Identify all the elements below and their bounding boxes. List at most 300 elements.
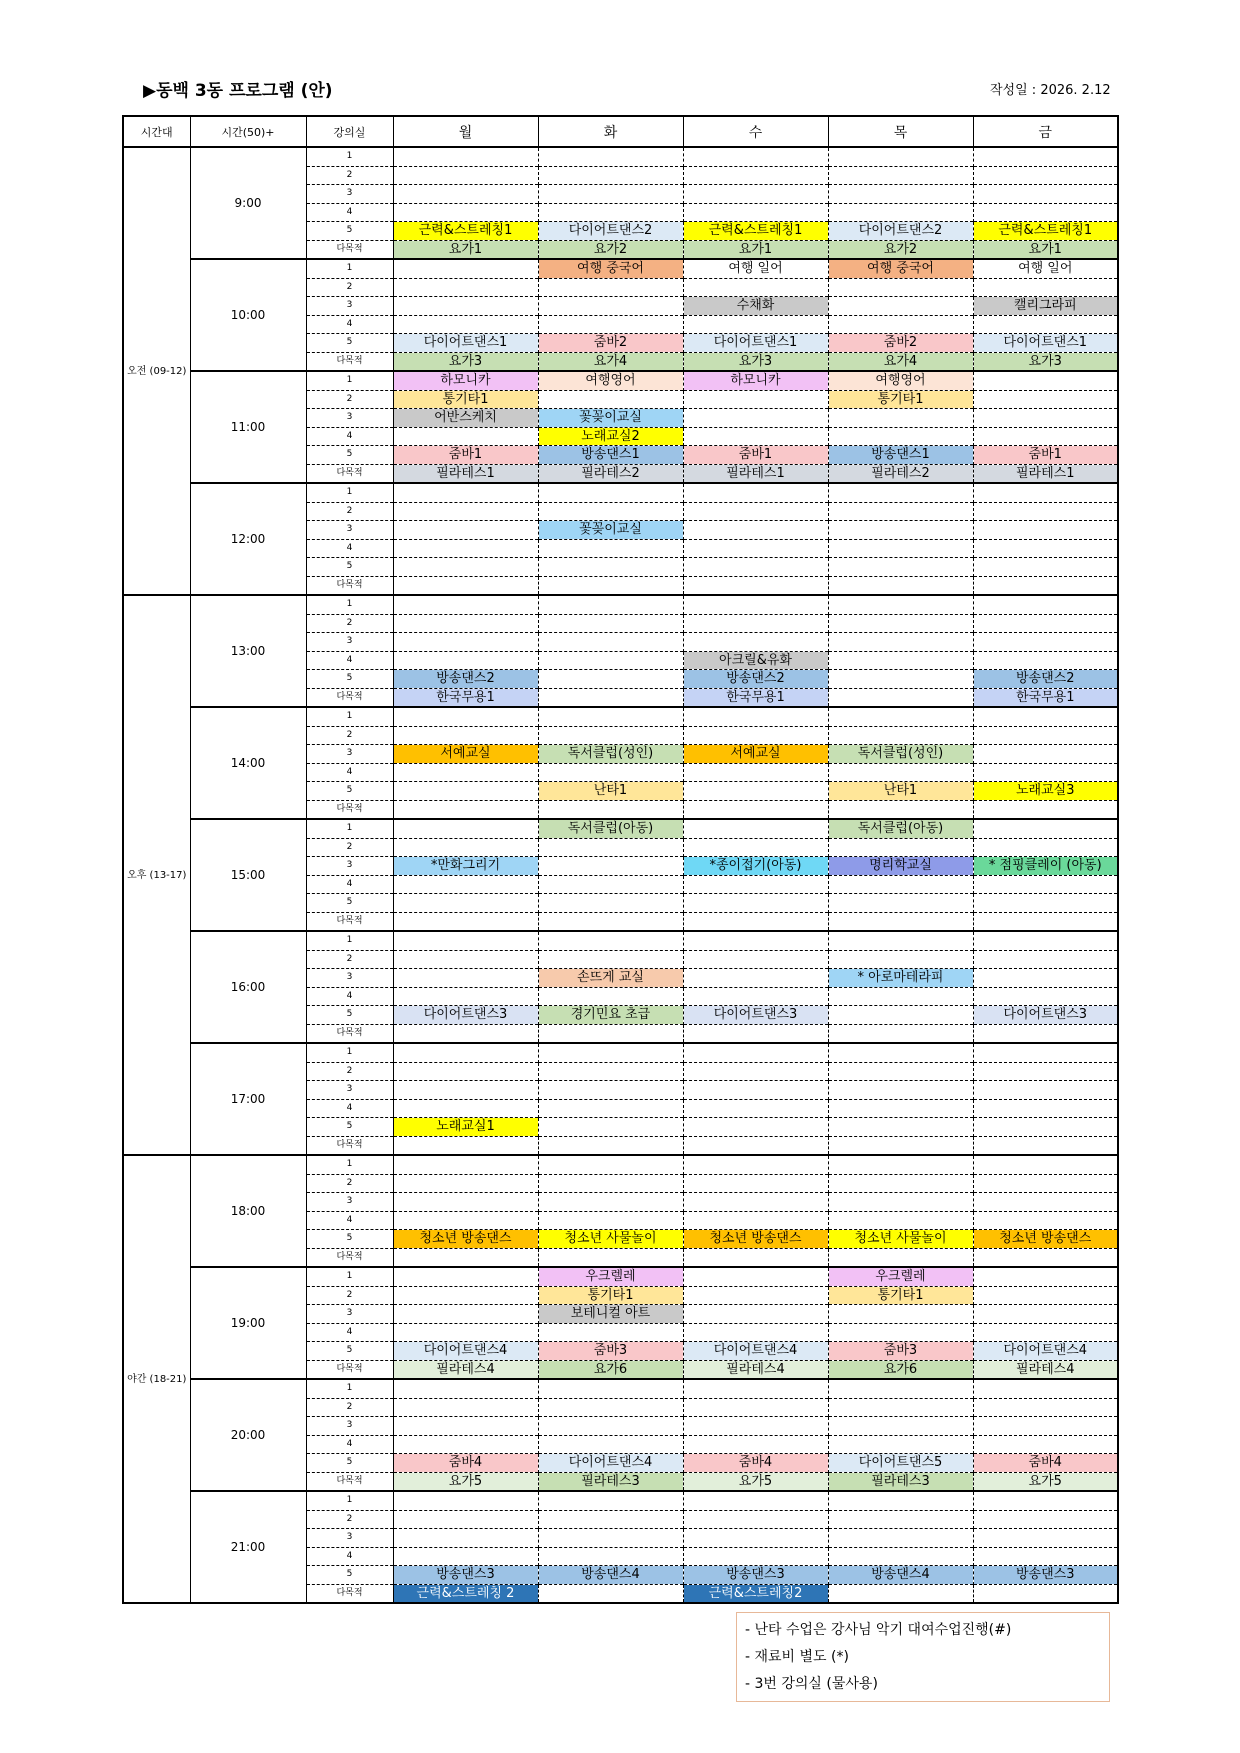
class-cell-mon bbox=[393, 707, 538, 726]
class-cell-tue bbox=[538, 707, 683, 726]
col-header-time: 시간(50)+ bbox=[190, 116, 306, 147]
class-cell-fri bbox=[973, 483, 1118, 502]
class-cell-tue: 필라테스2 bbox=[538, 464, 683, 483]
class-cell-mon: *만화그리기 bbox=[393, 857, 538, 876]
class-cell-tue: 요가6 bbox=[538, 1360, 683, 1379]
class-cell-tue bbox=[538, 800, 683, 819]
class-cell-thu bbox=[828, 409, 973, 428]
class-cell-wed bbox=[683, 521, 828, 540]
class-cell-fri bbox=[973, 1398, 1118, 1417]
class-cell-mon bbox=[393, 595, 538, 614]
class-cell-wed bbox=[683, 1211, 828, 1230]
class-cell-thu bbox=[828, 670, 973, 689]
class-cell-fri bbox=[973, 651, 1118, 670]
class-cell-fri: 필라테스1 bbox=[973, 464, 1118, 483]
room-cell: 1 bbox=[306, 483, 393, 502]
class-cell-fri bbox=[973, 1417, 1118, 1436]
class-cell-tue bbox=[538, 576, 683, 595]
class-cell-wed: 필라테스4 bbox=[683, 1360, 828, 1379]
class-cell-tue: 청소년 사물놀이 bbox=[538, 1230, 683, 1249]
class-cell-tue bbox=[538, 1584, 683, 1603]
room-cell: 5 bbox=[306, 446, 393, 465]
class-cell-tue bbox=[538, 539, 683, 558]
room-cell: 1 bbox=[306, 147, 393, 166]
room-cell: 3 bbox=[306, 1417, 393, 1436]
class-cell-tue bbox=[538, 558, 683, 577]
class-cell-fri bbox=[973, 185, 1118, 204]
class-cell-mon bbox=[393, 726, 538, 745]
class-cell-mon bbox=[393, 539, 538, 558]
class-cell-thu: 청소년 사물놀이 bbox=[828, 1230, 973, 1249]
room-cell: 1 bbox=[306, 707, 393, 726]
class-cell-fri bbox=[973, 1510, 1118, 1529]
class-cell-wed bbox=[683, 1136, 828, 1155]
class-cell-tue bbox=[538, 185, 683, 204]
room-cell: 2 bbox=[306, 390, 393, 409]
class-cell-wed bbox=[683, 1174, 828, 1193]
class-cell-thu bbox=[828, 987, 973, 1006]
class-cell-fri bbox=[973, 1174, 1118, 1193]
class-cell-mon bbox=[393, 1062, 538, 1081]
room-cell: 5 bbox=[306, 558, 393, 577]
class-cell-fri: 줌바4 bbox=[973, 1454, 1118, 1473]
room-cell: 2 bbox=[306, 838, 393, 857]
class-cell-tue: 꽃꽂이교실 bbox=[538, 409, 683, 428]
class-cell-thu bbox=[828, 1379, 973, 1398]
class-cell-wed: 다이어트댄스1 bbox=[683, 334, 828, 353]
room-cell: 4 bbox=[306, 987, 393, 1006]
class-cell-fri bbox=[973, 1118, 1118, 1137]
class-cell-tue bbox=[538, 633, 683, 652]
notes-box bbox=[736, 1612, 1110, 1702]
room-cell: 2 bbox=[306, 278, 393, 297]
class-cell-tue: 노래교실2 bbox=[538, 427, 683, 446]
class-cell-mon bbox=[393, 147, 538, 166]
class-cell-tue bbox=[538, 1193, 683, 1212]
class-cell-thu bbox=[828, 1417, 973, 1436]
class-cell-thu bbox=[828, 1043, 973, 1062]
class-cell-thu: 필라테스3 bbox=[828, 1472, 973, 1491]
class-cell-wed bbox=[683, 1267, 828, 1286]
class-cell-mon: 서예교실 bbox=[393, 745, 538, 764]
class-cell-tue: 요가2 bbox=[538, 240, 683, 259]
class-cell-mon bbox=[393, 763, 538, 782]
class-cell-wed bbox=[683, 1305, 828, 1324]
class-cell-mon: 통기타1 bbox=[393, 390, 538, 409]
room-cell: 3 bbox=[306, 857, 393, 876]
table-row bbox=[123, 483, 1118, 502]
class-cell-thu bbox=[828, 278, 973, 297]
class-cell-mon bbox=[393, 203, 538, 222]
class-cell-mon bbox=[393, 1435, 538, 1454]
room-cell: 다목적 bbox=[306, 464, 393, 483]
room-cell: 2 bbox=[306, 166, 393, 185]
room-cell: 2 bbox=[306, 950, 393, 969]
class-cell-tue bbox=[538, 390, 683, 409]
class-cell-wed bbox=[683, 1024, 828, 1043]
room-cell: 3 bbox=[306, 1529, 393, 1548]
class-cell-wed bbox=[683, 409, 828, 428]
class-cell-fri bbox=[973, 427, 1118, 446]
class-cell-tue bbox=[538, 483, 683, 502]
class-cell-wed: 줌바1 bbox=[683, 446, 828, 465]
class-cell-tue bbox=[538, 1024, 683, 1043]
class-cell-tue bbox=[538, 1062, 683, 1081]
class-cell-thu bbox=[828, 1584, 973, 1603]
class-cell-thu: 난타1 bbox=[828, 782, 973, 801]
room-cell: 다목적 bbox=[306, 1248, 393, 1267]
class-cell-tue: 경기민요 초급 bbox=[538, 1006, 683, 1025]
class-cell-thu bbox=[828, 726, 973, 745]
class-cell-wed: 요가3 bbox=[683, 352, 828, 371]
class-cell-wed bbox=[683, 1379, 828, 1398]
schedule-body bbox=[123, 147, 1118, 1603]
class-cell-thu bbox=[828, 614, 973, 633]
room-cell: 4 bbox=[306, 315, 393, 334]
class-cell-thu: 방송댄스4 bbox=[828, 1566, 973, 1585]
class-cell-fri bbox=[973, 819, 1118, 838]
period-cell: 오전 (09-12) bbox=[123, 147, 190, 595]
class-cell-fri bbox=[973, 1435, 1118, 1454]
room-cell: 5 bbox=[306, 670, 393, 689]
written-date: 작성일 : 2026. 2.12 bbox=[990, 83, 1111, 98]
class-cell-fri bbox=[973, 1024, 1118, 1043]
class-cell-tue bbox=[538, 894, 683, 913]
room-cell: 다목적 bbox=[306, 240, 393, 259]
class-cell-thu bbox=[828, 912, 973, 931]
class-cell-thu bbox=[828, 1174, 973, 1193]
room-cell: 5 bbox=[306, 1230, 393, 1249]
class-cell-mon bbox=[393, 969, 538, 988]
class-cell-fri bbox=[973, 875, 1118, 894]
class-cell-thu bbox=[828, 838, 973, 857]
class-cell-thu: 줌바2 bbox=[828, 334, 973, 353]
class-cell-fri bbox=[973, 1043, 1118, 1062]
class-cell-fri bbox=[973, 203, 1118, 222]
class-cell-fri: 방송댄스2 bbox=[973, 670, 1118, 689]
table-row bbox=[123, 371, 1118, 390]
class-cell-wed bbox=[683, 185, 828, 204]
room-cell: 2 bbox=[306, 502, 393, 521]
class-cell-tue: 다이어트댄스2 bbox=[538, 222, 683, 241]
class-cell-thu bbox=[828, 1305, 973, 1324]
class-cell-thu bbox=[828, 1491, 973, 1510]
header-row bbox=[123, 116, 1118, 147]
note-material-fee: - 재료비 별도 (*) bbox=[745, 1649, 849, 1665]
class-cell-fri bbox=[973, 1155, 1118, 1174]
class-cell-thu: * 아로마테라피 bbox=[828, 969, 973, 988]
class-cell-mon: 한국무용1 bbox=[393, 688, 538, 707]
time-cell: 10:00 bbox=[190, 259, 306, 371]
class-cell-thu bbox=[828, 1136, 973, 1155]
class-cell-thu: 통기타1 bbox=[828, 390, 973, 409]
room-cell: 2 bbox=[306, 726, 393, 745]
class-cell-wed bbox=[683, 614, 828, 633]
time-cell: 14:00 bbox=[190, 707, 306, 819]
room-cell: 다목적 bbox=[306, 912, 393, 931]
class-cell-thu bbox=[828, 1193, 973, 1212]
class-cell-fri bbox=[973, 1547, 1118, 1566]
room-cell: 1 bbox=[306, 595, 393, 614]
room-cell: 1 bbox=[306, 1155, 393, 1174]
class-cell-thu: 여행영어 bbox=[828, 371, 973, 390]
class-cell-tue bbox=[538, 1547, 683, 1566]
class-cell-mon: 다이어트댄스1 bbox=[393, 334, 538, 353]
class-cell-thu bbox=[828, 1024, 973, 1043]
room-cell: 다목적 bbox=[306, 1360, 393, 1379]
class-cell-thu: 통기타1 bbox=[828, 1286, 973, 1305]
class-cell-tue: 줌바3 bbox=[538, 1342, 683, 1361]
time-cell: 15:00 bbox=[190, 819, 306, 931]
class-cell-mon bbox=[393, 166, 538, 185]
class-cell-wed: 필라테스1 bbox=[683, 464, 828, 483]
class-cell-tue: 난타1 bbox=[538, 782, 683, 801]
class-cell-wed bbox=[683, 278, 828, 297]
room-cell: 5 bbox=[306, 1566, 393, 1585]
class-cell-wed bbox=[683, 1248, 828, 1267]
room-cell: 4 bbox=[306, 1211, 393, 1230]
room-cell: 4 bbox=[306, 763, 393, 782]
room-cell: 3 bbox=[306, 409, 393, 428]
note-nanta: - 난타 수업은 강사님 악기 대여수업진행(#) bbox=[745, 1622, 1012, 1638]
class-cell-mon bbox=[393, 819, 538, 838]
time-cell: 9:00 bbox=[190, 147, 306, 259]
class-cell-thu bbox=[828, 707, 973, 726]
room-cell: 5 bbox=[306, 894, 393, 913]
class-cell-fri bbox=[973, 931, 1118, 950]
class-cell-wed bbox=[683, 595, 828, 614]
class-cell-fri bbox=[973, 707, 1118, 726]
class-cell-thu: 독서클럽(아동) bbox=[828, 819, 973, 838]
class-cell-fri: 근력&스트레칭1 bbox=[973, 222, 1118, 241]
class-cell-wed: 다이어트댄스3 bbox=[683, 1006, 828, 1025]
room-cell: 다목적 bbox=[306, 352, 393, 371]
room-cell: 5 bbox=[306, 1342, 393, 1361]
class-cell-mon bbox=[393, 931, 538, 950]
class-cell-thu bbox=[828, 1118, 973, 1137]
class-cell-mon: 방송댄스2 bbox=[393, 670, 538, 689]
class-cell-tue bbox=[538, 1491, 683, 1510]
class-cell-fri: 요가3 bbox=[973, 352, 1118, 371]
room-cell: 1 bbox=[306, 371, 393, 390]
class-cell-tue bbox=[538, 1417, 683, 1436]
class-cell-mon bbox=[393, 483, 538, 502]
class-cell-tue: 방송댄스4 bbox=[538, 1566, 683, 1585]
class-cell-tue: 독서클럽(아동) bbox=[538, 819, 683, 838]
program-schedule-table bbox=[122, 115, 1119, 1604]
class-cell-mon bbox=[393, 1043, 538, 1062]
class-cell-mon bbox=[393, 1193, 538, 1212]
class-cell-fri: 다이어트댄스3 bbox=[973, 1006, 1118, 1025]
class-cell-thu bbox=[828, 800, 973, 819]
class-cell-mon bbox=[393, 1491, 538, 1510]
class-cell-fri: 여행 일어 bbox=[973, 259, 1118, 278]
class-cell-mon: 방송댄스3 bbox=[393, 1566, 538, 1585]
class-cell-mon: 필라테스1 bbox=[393, 464, 538, 483]
class-cell-tue: 요가4 bbox=[538, 352, 683, 371]
class-cell-thu bbox=[828, 521, 973, 540]
class-cell-tue: 통기타1 bbox=[538, 1286, 683, 1305]
class-cell-wed bbox=[683, 390, 828, 409]
room-cell: 1 bbox=[306, 931, 393, 950]
room-cell: 3 bbox=[306, 185, 393, 204]
class-cell-thu: 줌바3 bbox=[828, 1342, 973, 1361]
class-cell-tue: 여행영어 bbox=[538, 371, 683, 390]
class-cell-tue bbox=[538, 1099, 683, 1118]
class-cell-fri bbox=[973, 1491, 1118, 1510]
class-cell-wed bbox=[683, 987, 828, 1006]
class-cell-wed bbox=[683, 539, 828, 558]
class-cell-thu bbox=[828, 950, 973, 969]
class-cell-fri bbox=[973, 1584, 1118, 1603]
class-cell-mon: 요가3 bbox=[393, 352, 538, 371]
class-cell-wed bbox=[683, 931, 828, 950]
class-cell-mon bbox=[393, 521, 538, 540]
class-cell-fri bbox=[973, 1529, 1118, 1548]
class-cell-thu bbox=[828, 1006, 973, 1025]
class-cell-thu bbox=[828, 1398, 973, 1417]
class-cell-wed: 하모니카 bbox=[683, 371, 828, 390]
class-cell-thu bbox=[828, 166, 973, 185]
class-cell-wed: 청소년 방송댄스 bbox=[683, 1230, 828, 1249]
room-cell: 2 bbox=[306, 1286, 393, 1305]
class-cell-tue bbox=[538, 1043, 683, 1062]
room-cell: 1 bbox=[306, 259, 393, 278]
time-cell: 18:00 bbox=[190, 1155, 306, 1267]
class-cell-fri: 한국무용1 bbox=[973, 688, 1118, 707]
class-cell-wed bbox=[683, 950, 828, 969]
class-cell-thu bbox=[828, 315, 973, 334]
class-cell-tue bbox=[538, 857, 683, 876]
class-cell-wed: 요가1 bbox=[683, 240, 828, 259]
class-cell-thu bbox=[828, 427, 973, 446]
class-cell-wed bbox=[683, 1398, 828, 1417]
class-cell-fri: 줌바1 bbox=[973, 446, 1118, 465]
class-cell-thu bbox=[828, 875, 973, 894]
class-cell-mon bbox=[393, 576, 538, 595]
class-cell-tue bbox=[538, 838, 683, 857]
room-cell: 다목적 bbox=[306, 1584, 393, 1603]
class-cell-thu: 요가2 bbox=[828, 240, 973, 259]
room-cell: 3 bbox=[306, 633, 393, 652]
class-cell-wed bbox=[683, 1417, 828, 1436]
class-cell-wed bbox=[683, 1193, 828, 1212]
table-row bbox=[123, 931, 1118, 950]
time-cell: 17:00 bbox=[190, 1043, 306, 1155]
room-cell: 다목적 bbox=[306, 800, 393, 819]
class-cell-fri: 캘리그라피 bbox=[973, 297, 1118, 316]
class-cell-mon bbox=[393, 1547, 538, 1566]
class-cell-thu bbox=[828, 185, 973, 204]
table-row bbox=[123, 819, 1118, 838]
room-cell: 4 bbox=[306, 539, 393, 558]
class-cell-mon: 근력&스트레칭1 bbox=[393, 222, 538, 241]
class-cell-wed: 방송댄스3 bbox=[683, 1566, 828, 1585]
col-header-fri: 금 bbox=[973, 116, 1118, 147]
class-cell-thu bbox=[828, 931, 973, 950]
class-cell-wed bbox=[683, 726, 828, 745]
class-cell-tue bbox=[538, 1510, 683, 1529]
class-cell-fri: 청소년 방송댄스 bbox=[973, 1230, 1118, 1249]
class-cell-fri: 요가1 bbox=[973, 240, 1118, 259]
class-cell-tue bbox=[538, 1211, 683, 1230]
class-cell-wed bbox=[683, 1491, 828, 1510]
class-cell-mon bbox=[393, 315, 538, 334]
table-row bbox=[123, 1491, 1118, 1510]
room-cell: 3 bbox=[306, 1081, 393, 1100]
class-cell-tue bbox=[538, 1323, 683, 1342]
class-cell-mon bbox=[393, 278, 538, 297]
class-cell-wed bbox=[683, 782, 828, 801]
table-row bbox=[123, 259, 1118, 278]
class-cell-thu: 우크렐레 bbox=[828, 1267, 973, 1286]
class-cell-wed bbox=[683, 819, 828, 838]
class-cell-fri: 필라테스4 bbox=[973, 1360, 1118, 1379]
class-cell-mon bbox=[393, 1174, 538, 1193]
class-cell-fri bbox=[973, 1062, 1118, 1081]
class-cell-thu bbox=[828, 763, 973, 782]
page-title: ▶동백 3동 프로그램 (안) bbox=[143, 81, 333, 101]
class-cell-tue bbox=[538, 1398, 683, 1417]
room-cell: 3 bbox=[306, 297, 393, 316]
class-cell-thu: 다이어트댄스2 bbox=[828, 222, 973, 241]
class-cell-mon bbox=[393, 1155, 538, 1174]
class-cell-mon bbox=[393, 297, 538, 316]
class-cell-thu bbox=[828, 1099, 973, 1118]
class-cell-fri bbox=[973, 950, 1118, 969]
room-cell: 4 bbox=[306, 1099, 393, 1118]
room-cell: 5 bbox=[306, 1118, 393, 1137]
class-cell-thu bbox=[828, 1435, 973, 1454]
room-cell: 다목적 bbox=[306, 1024, 393, 1043]
class-cell-wed: 근력&스트레칭2 bbox=[683, 1584, 828, 1603]
col-header-tue: 화 bbox=[538, 116, 683, 147]
class-cell-fri bbox=[973, 409, 1118, 428]
class-cell-mon: 다이어트댄스3 bbox=[393, 1006, 538, 1025]
class-cell-mon bbox=[393, 651, 538, 670]
class-cell-thu bbox=[828, 1211, 973, 1230]
room-cell: 2 bbox=[306, 1510, 393, 1529]
class-cell-fri bbox=[973, 1099, 1118, 1118]
class-cell-tue bbox=[538, 1118, 683, 1137]
class-cell-mon bbox=[393, 1211, 538, 1230]
class-cell-tue bbox=[538, 912, 683, 931]
class-cell-fri bbox=[973, 1379, 1118, 1398]
class-cell-thu bbox=[828, 1323, 973, 1342]
class-cell-thu: 명리학교실 bbox=[828, 857, 973, 876]
table-row bbox=[123, 1267, 1118, 1286]
class-cell-thu: 필라테스2 bbox=[828, 464, 973, 483]
class-cell-fri bbox=[973, 1305, 1118, 1324]
class-cell-tue bbox=[538, 502, 683, 521]
class-cell-fri bbox=[973, 1323, 1118, 1342]
class-cell-mon bbox=[393, 1267, 538, 1286]
class-cell-tue: 다이어트댄스4 bbox=[538, 1454, 683, 1473]
class-cell-wed bbox=[683, 558, 828, 577]
class-cell-mon bbox=[393, 1398, 538, 1417]
class-cell-fri bbox=[973, 1193, 1118, 1212]
class-cell-mon: 근력&스트레칭 2 bbox=[393, 1584, 538, 1603]
class-cell-fri bbox=[973, 371, 1118, 390]
class-cell-wed bbox=[683, 707, 828, 726]
class-cell-fri bbox=[973, 390, 1118, 409]
time-cell: 13:00 bbox=[190, 595, 306, 707]
class-cell-tue: 여행 중국어 bbox=[538, 259, 683, 278]
class-cell-mon bbox=[393, 782, 538, 801]
class-cell-thu bbox=[828, 1081, 973, 1100]
class-cell-tue bbox=[538, 670, 683, 689]
room-cell: 3 bbox=[306, 745, 393, 764]
